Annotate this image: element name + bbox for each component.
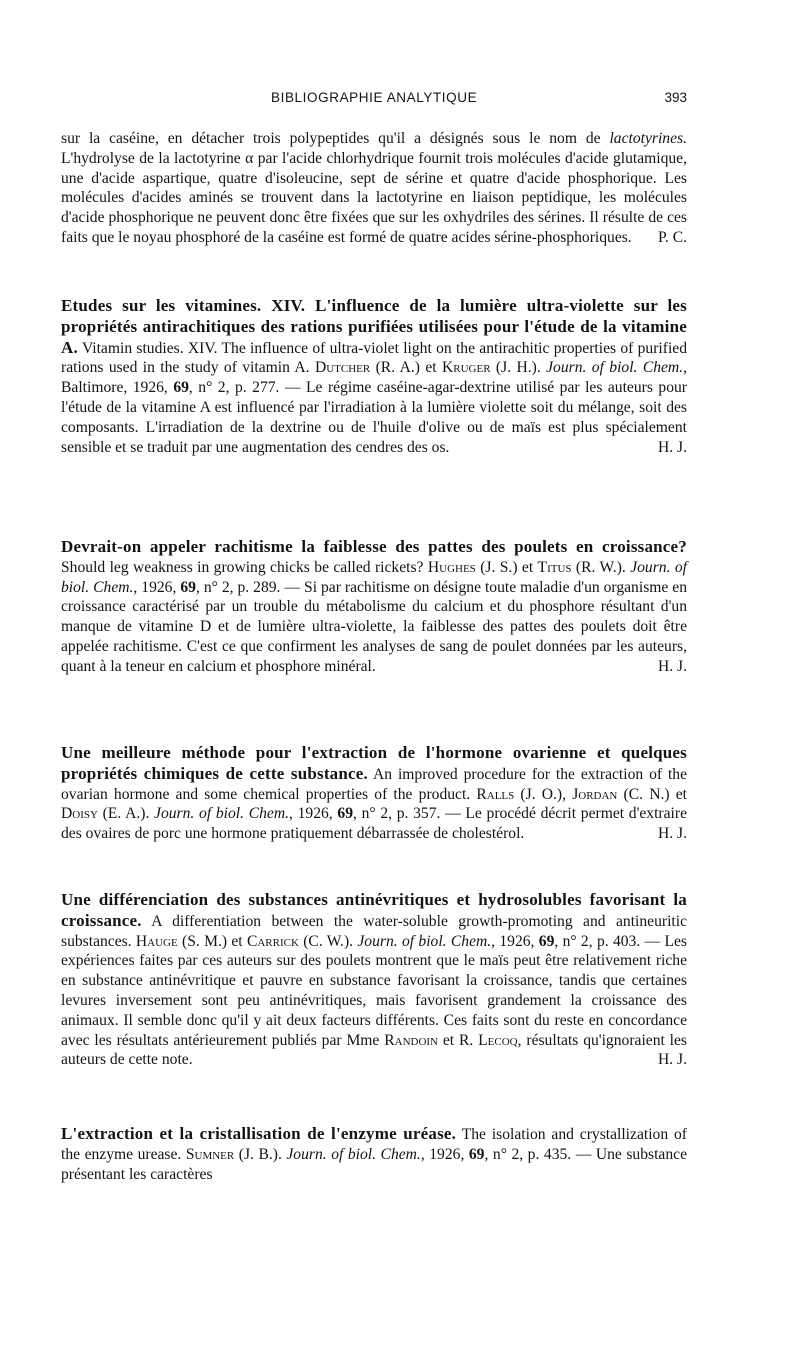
author: Jordan [572,785,618,803]
author: Ralls [476,785,515,803]
journal: Journ. of biol. Chem. [546,359,684,377]
entry-text: Les expériences faites par ces auteurs sur des poulets montrent que le maïs peut être relativement riche en substance antinévritique et pauvre en substance favorisant la croissance, tandis que certaines levures inversement sont peu antinévritiques, mais favorisent grandement la croissance des animaux. Il semble donc qu'il y ait deux facteurs différents. Ces faits sont du reste en concordance avec les résultats antérieurement publiés par Mme [61,932,687,1049]
author-initials: (R. W.). [571,558,631,576]
reference: , 1926, [420,1145,469,1163]
signature: H. J. [657,657,687,675]
journal: Journ. of biol. Chem. [286,1145,421,1163]
journal: Journ. of biol. Chem. [357,932,492,950]
entry-text: Une substance présentant les caractères [61,1145,687,1183]
entry-urease [61,1124,687,1184]
author: Kruger [442,359,491,377]
author: Lecoq [478,1031,518,1049]
reference: , n° 2, p. 277. — [188,379,307,397]
english-title: An improved procedure for the extraction of the ovarian hormone and some chemical properties of the product. [61,765,687,803]
reference: , n° 2, p. 289. — [195,578,305,596]
signature: P. C. [657,228,687,246]
running-head [61,90,687,112]
author-initials: (R. A.) et [370,359,442,377]
reference: , 1926, [133,578,181,596]
entry-vitamines [61,296,687,457]
english-title: The isolation and crystallization of the enzyme urease. [61,1126,687,1163]
author-initials: (J. O.), [514,785,573,803]
english-title: A differentiation between the water-soluble growth-promoting and antineuritic substances. [61,912,687,950]
running-title: BIBLIOGRAPHIE ANALYTIQUE [271,90,478,105]
reference: , n° 2, p. 435. — [484,1145,596,1163]
author-initials: (J. S.) et [475,558,538,576]
page-number: 393 [664,90,687,105]
entry-title: Une meilleure méthode pour l'extraction de l'hormone ovarienne et quelques propriétés chimiques de cette substance. [61,743,687,783]
author-initials: (J. H.). [490,359,547,377]
author-initials: (S. M.) et [177,932,247,950]
entry-text: et R. [438,1031,479,1049]
author-initials: (E. A.). [97,805,155,823]
entry-text: Le procédé décrit permet d'extraire des ovaires de porc une hormone pratiquement débarrassée de cholestérol. [61,805,687,843]
english-title: Vitamin studies. XIV. The influence of ultra-violet light on the antirachitic properties of purified rations used in the study of vitamin A. [61,339,687,377]
entry-title: Etudes sur les vitamines. XIV. L'influence de la lumière ultra-violette sur les propriétés antirachitiques des rations purifiées utilisées pour l'étude de la vitamine A. [61,296,687,357]
volume: 69 [468,1145,485,1163]
reference: , n° 2, p. 357. — [352,805,466,823]
entry-continuation [61,129,687,248]
entry-title: L'extraction et la cristallisation de l'enzyme uréase. [61,1124,457,1143]
entry-antinevritiques [61,890,687,1070]
term: lactotyrines. [609,130,687,147]
entry-title: Devrait-on appeler rachitisme la faiblesse des pattes des poulets en croissance? [61,537,687,556]
signature: H. J. [657,438,687,456]
entry-rachitisme [61,537,687,677]
volume: 69 [173,379,189,397]
author-initials: (C. N.) et [617,785,687,803]
reference: , 1926, [289,805,338,823]
journal: Journ. of biol. Chem. [154,805,289,823]
reference: , n° 2, p. 403. — [554,932,665,950]
entry-hormone [61,743,687,844]
entry-text: Le régime caséine-agar-dextrine utilisé par les auteurs pour l'étude de la vitamine A est influencé par l'irradiation à la lumière violette soit du mélange, soit des composants. L'irradiation de la dextrine ou de l'huile d'olive ou de maïs est plus spécialement sensible et se traduit par une augmentation des cendres des os. [61,379,687,456]
author: Doisy [61,805,98,823]
signature: H. J. [657,1051,687,1069]
author: Titus [537,558,572,576]
entry-title: Une différenciation des substances antinévritiques et hydrosolubles favorisant la croissance. [61,890,687,930]
author-initials: (C. W.). [298,932,358,950]
english-title: Should leg weakness in growing chicks be called rickets? [61,558,428,576]
volume: 69 [538,932,555,950]
entry-text: Si par rachitisme on désigne toute maladie d'un organisme en croissance caractérisé par un trouble du métabolisme du calcium et du phosphore résultant d'un manque de vitamine D et de lumière ultra-violette, la faiblesse des pattes des poulets doit être appelée rachitisme. C'est ce que confirment les analyses de sang de poulet données par les auteurs, quant à la teneur en calcium et phosphore minéral. [61,578,688,675]
volume: 69 [180,578,196,596]
entry-text: L'hydrolyse de la lactotyrine α par l'acide chlorhydrique fournit trois molécules d'acide glutamique, une d'acide aspartique, quatre d'isoleucine, sept de sérine et quatre d'acide phosphorique. Les molécules d'acides aminés se trouvent dans la lactotyrine en liaison peptidique, les molécules d'acide phosphorique ne peuvent donc être fixées que sur les oxhydriles des sérines. Il résulte de ces faits que le noyau phosphoré de la caséine est formé de quatre acides sérine-phosphoriques. [61,149,687,246]
author-initials: (J. B.). [234,1145,287,1163]
author: Sumner [185,1145,235,1163]
reference: , Baltimore, 1926, [61,359,687,397]
journal: Journ. of biol. Chem. [61,558,687,596]
author: Hauge [135,932,178,950]
author: Carrick [246,932,299,950]
entry-text: sur la caséine, en détacher trois polypeptides qu'il a désignés sous le nom de [61,130,610,147]
volume: 69 [337,805,353,823]
signature: H. J. [657,825,687,843]
author: Hughes [427,558,476,576]
reference: , 1926, [491,932,539,950]
author: Dutcher [314,359,371,377]
author: Randoin [384,1031,439,1049]
entry-text: , résultats qu'ignoraient les auteurs de cette note. [61,1031,687,1069]
